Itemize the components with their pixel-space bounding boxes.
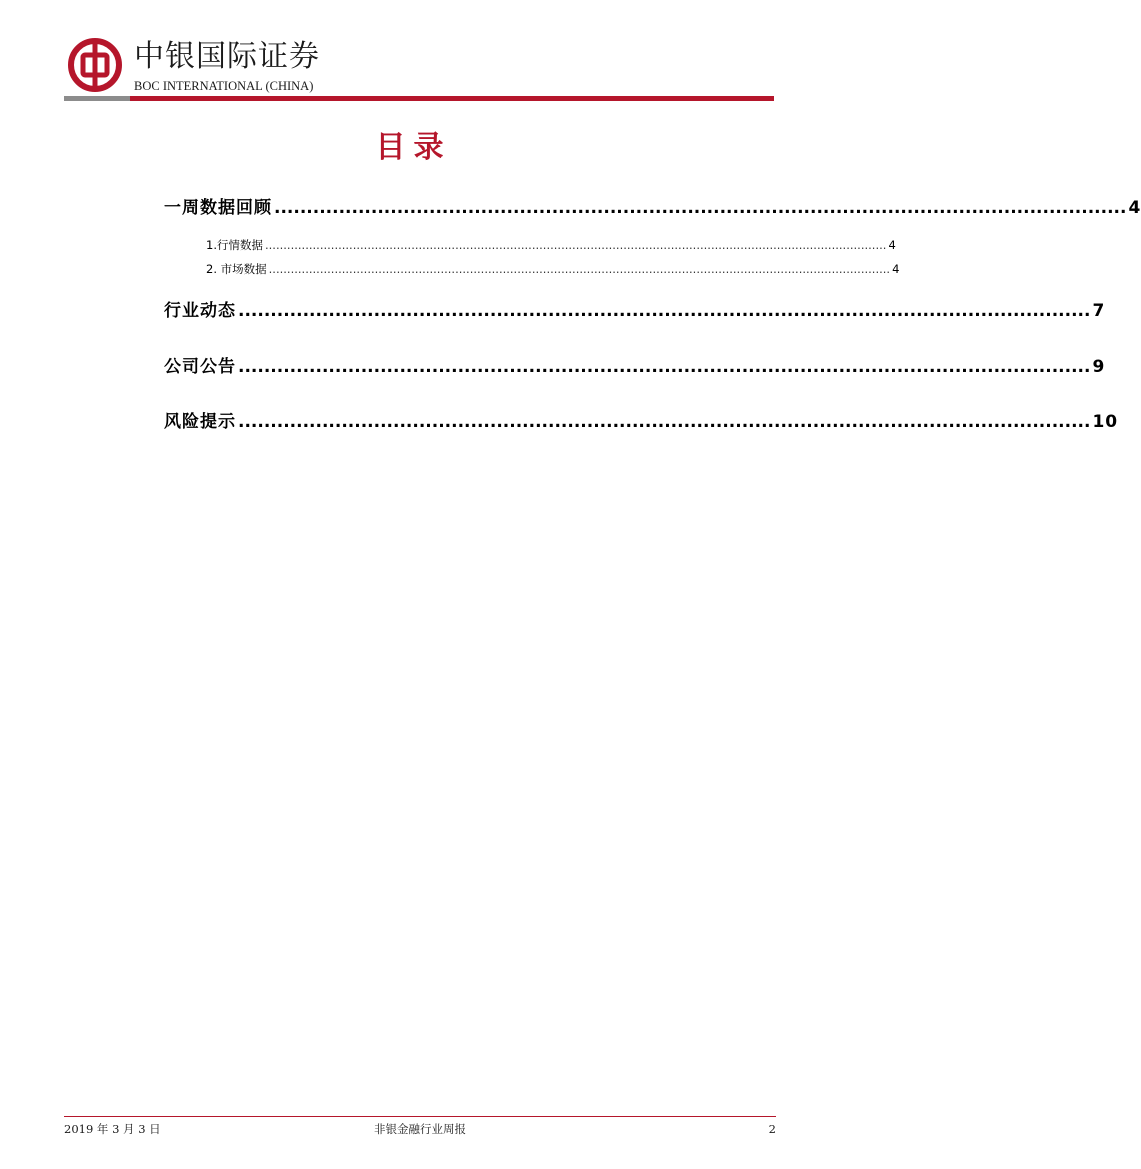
toc-subentry[interactable]	[206, 261, 900, 277]
toc-entry-page: 7	[1092, 301, 1106, 321]
brand-name-en: BOC INTERNATIONAL (CHINA)	[134, 79, 314, 93]
page-footer	[64, 1121, 776, 1139]
toc-leader-dots: ..........................................................................................................................................................................	[264, 238, 887, 252]
toc-entry[interactable]	[164, 355, 1106, 379]
toc-entry-label: 公司公告	[164, 357, 236, 377]
toc-entry-page: 10	[1092, 412, 1119, 432]
header-divider-grey	[64, 96, 130, 101]
boc-logo-icon	[68, 38, 122, 92]
brand-name-cn: 中银国际证券	[134, 39, 320, 74]
toc-subentry[interactable]	[206, 237, 896, 253]
header-divider-red	[130, 96, 774, 101]
toc-entry-page: 4	[1128, 198, 1141, 218]
toc-leader-dots: ....................................................................................................................................	[238, 301, 1091, 321]
footer-report-name: 非银金融行业周报	[374, 1122, 466, 1136]
toc-entry-label: 行业动态	[164, 301, 236, 321]
toc-title: 目录	[375, 130, 452, 165]
toc-entry-label: 风险提示	[164, 412, 236, 432]
toc-subentry-page: 4	[892, 262, 900, 276]
toc-subentry-page: 4	[888, 238, 896, 252]
page-header	[64, 36, 774, 106]
footer-date: 2019 年 3 月 3 日	[64, 1122, 161, 1136]
toc-leader-dots: ....................................................................................................................................	[274, 198, 1127, 218]
toc-entry-page: 9	[1092, 357, 1106, 377]
footer-page-number: 2	[768, 1122, 776, 1136]
toc-entry-label: 一周数据回顾	[164, 198, 272, 218]
toc-entry[interactable]	[164, 410, 1119, 434]
footer-divider	[64, 1116, 776, 1117]
toc-subentry-label: 1.行情数据	[206, 238, 263, 252]
toc-leader-dots: ..........................................................................................................................................................................	[268, 262, 891, 276]
toc-entry[interactable]	[164, 196, 1141, 220]
toc-leader-dots: ....................................................................................................................................	[238, 357, 1091, 377]
toc-subentry-label: 2. 市场数据	[206, 262, 267, 276]
toc-leader-dots: ....................................................................................................................................	[238, 412, 1091, 432]
toc-entry[interactable]	[164, 299, 1106, 323]
